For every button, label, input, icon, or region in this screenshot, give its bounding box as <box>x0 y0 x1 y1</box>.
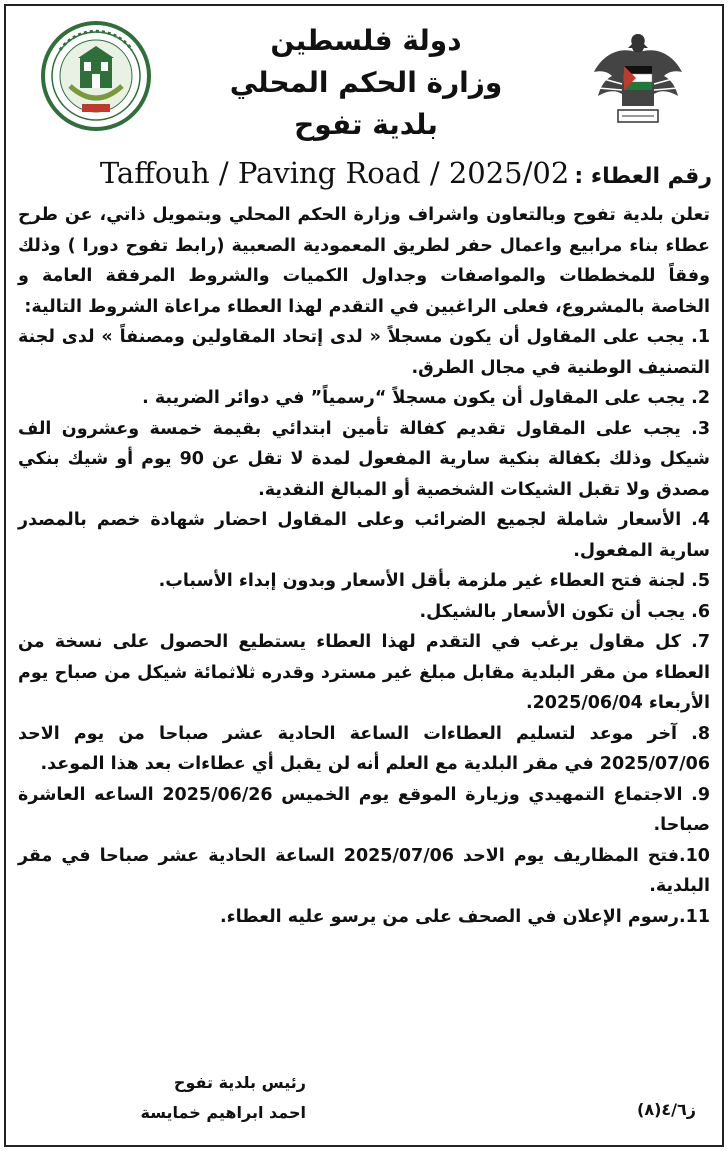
condition-4: 4. الأسعار شاملة لجميع الضرائب وعلى المقاول احضار شهادة خصم بالمصدر سارية المفعول. <box>18 510 710 561</box>
country-title: دولة فلسطين <box>270 24 462 57</box>
header <box>6 6 722 156</box>
condition-6: 6. يجب أن تكون الأسعار بالشيكل. <box>419 601 710 622</box>
condition-7: 7. كل مقاول يرغب في التقدم لهذا العطاء يستطيع الحصول على نسخة من العطاء من مقر البلدية مقابل مبلغ غير مسترد وقدره ثلاثمائة شيكل من صباح يوم الأربعاء 2025/06/04. <box>18 632 710 713</box>
intro-paragraph: تعلن بلدية تفوح وبالتعاون واشراف وزارة الحكم المحلي وبتمويل ذاتي، عن طرح عطاء بناء مرابيع واعمال حفر لطريق المعمودية الصعبية (رابط تفوح دورا ) وذلك وفقاً للمخططات والمواصفات وجداول الكميات والشروط المرفقة العامة و الخاصة بالمشروع، فعلى الراغبين في التقدم لهذا العطاء مراعاة الشروط التالية: <box>18 205 710 317</box>
condition-10: 10.فتح المظاريف يوم الاحد 2025/07/06 الساعة الحادية عشر صباحا في مقر البلدية. <box>18 845 710 896</box>
palestine-eagle-emblem-icon <box>588 26 688 130</box>
condition-11: 11.رسوم الإعلان في الصحف على من يرسو عليه العطاء. <box>219 906 710 927</box>
signatory-title: رئيس بلدية تفوح <box>173 1073 306 1092</box>
municipality-title: بلدية تفوح <box>294 108 438 141</box>
condition-5: 5. لجنة فتح العطاء غير ملزمة بأقل الأسعار وبدون إبداء الأسباب. <box>158 571 710 591</box>
condition-9: 9. الاجتماع التمهيدي وزيارة الموقع يوم الخميس 2025/06/26 الساعه العاشرة صباحا. <box>18 784 710 835</box>
publication-code: ز٤/٦(٨) <box>637 1100 696 1119</box>
condition-3: 3. يجب على المقاول تقديم كفالة تأمين ابتدائي بقيمة خمسة وعشرون الف شيكل وذلك بكفالة بنكية سارية المفعول لمدة لا تقل عن 90 يوم أو شيك بنكي مصدق ولا تقبل الشيكات الشخصية أو المبالغ النقدية. <box>18 418 710 500</box>
tender-number-label: رقم العطاء : <box>574 164 712 189</box>
municipality-seal-icon <box>40 20 152 132</box>
condition-8: 8. آخر موعد لتسليم العطاءات الساعة الحادية عشر صباحا من يوم الاحد 2025/07/06 في مقر البلدية مع العلم أنه لن يقبل أي عطاءات بعد هذا الموعد. <box>18 723 710 774</box>
tender-reference: Taffouh / Paving Road / 2025/02 <box>99 156 570 190</box>
condition-1: 1. يجب على المقاول أن يكون مسجلاً « لدى إتحاد المقاولين ومصنفاً » لدى لجنة التصنيف الوطنية في مجال الطرق. <box>18 327 710 378</box>
condition-2: 2. يجب على المقاول أن يكون مسجلاً “رسمياً” في دوائر الضريبة . <box>142 388 710 408</box>
ministry-title: وزارة الحكم المحلي <box>229 66 503 99</box>
tender-reference-line <box>16 156 712 200</box>
announcement-body <box>18 200 710 932</box>
signatory-name: احمد ابراهيم خمايسة <box>140 1103 306 1122</box>
signature-block <box>26 1068 306 1128</box>
tender-announcement <box>4 4 724 1147</box>
